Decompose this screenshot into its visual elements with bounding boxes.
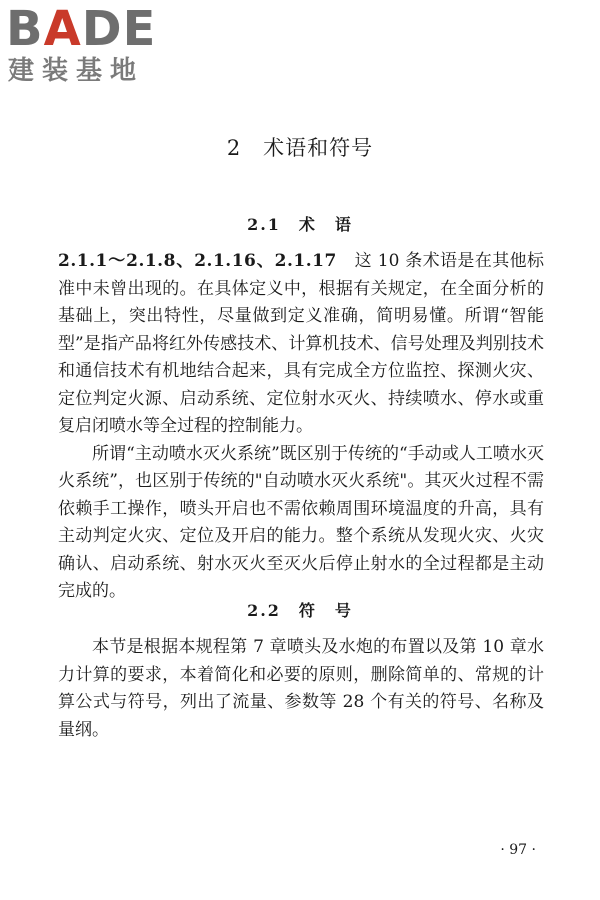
paragraph-term-definitions — [58, 248, 544, 441]
logo-subtitle: 建装基地 — [8, 56, 145, 86]
page-number: · 97 · — [500, 842, 536, 858]
section-symbols-body — [58, 634, 544, 744]
section-terms-body — [58, 248, 544, 606]
section-heading-symbols: 2.2 符 号 — [247, 601, 353, 620]
paragraph-text: 这 10 条术语是在其他标准中未曾出现的。在具体定义中，根据有关规定，在全面分析的基础上，突出特性，尽量做到定义准确，简明易懂。所谓“智能型”是指产品将红外传感技术、计算机技术、信号处理及判别技术和通信技术有机地结合起来，具有完成全方位监控、探测火灾、定位判定火源、启动系统、定位射水灭火、持续喷水、停水或重复启闭喷水等全过程的控制能力。 — [58, 251, 544, 436]
paragraph-symbols: 本节是根据本规程第 7 章喷头及水炮的布置以及第 10 章水力计算的要求，本着简化和必要的原则，删除简单的、常规的计算公式与符号，列出了流量、参数等 28 个有关的符号、名称及量纲。 — [58, 637, 544, 740]
logo-letter-b: B — [6, 1, 44, 57]
paragraph-active-system: 所谓“主动喷水灭火系统”既区别于传统的“手动或人工喷水灭火系统”，也区别于传统的"自动喷水灭火系统"。其灭火过程不需依赖手工操作，喷头开启也不需依赖周围环境温度的升高，具有主动判定火灾、定位及开启的能力。整个系统从发现火灾、火灾确认、启动系统、射水灭火至灭火后停止射水的全过程都是主动完成的。 — [58, 443, 544, 601]
logo-letter-a: A — [43, 1, 82, 57]
clause-reference: 2.1.1～2.1.8、2.1.16、2.1.17 — [58, 251, 337, 271]
section-heading-terms: 2.1 术 语 — [247, 215, 353, 234]
logo-wordmark — [6, 2, 156, 56]
brand-logo — [6, 2, 156, 86]
logo-letters-de: DE — [81, 1, 157, 57]
chapter-title: 2 术语和符号 — [226, 136, 374, 160]
